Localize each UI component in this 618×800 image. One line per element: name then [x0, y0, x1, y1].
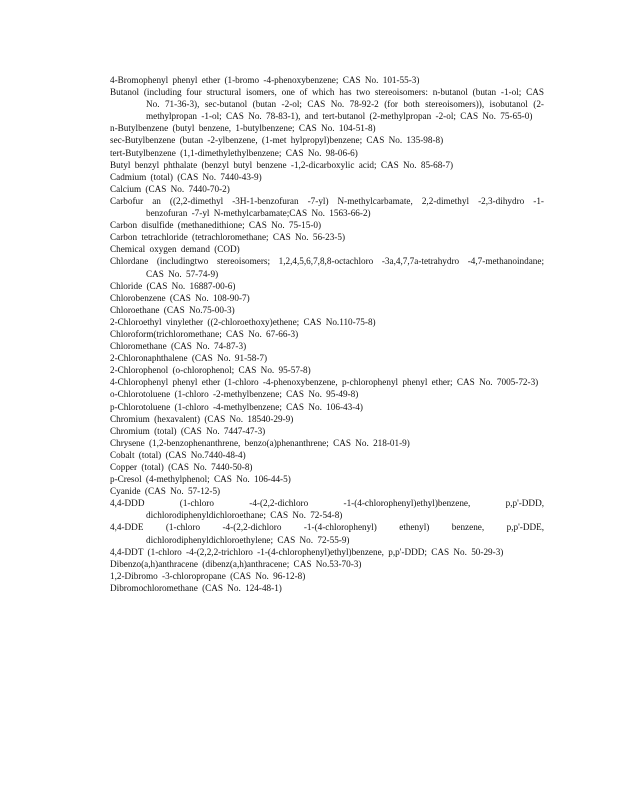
list-entry: Copper (total) (CAS No. 7440-50-8) [110, 462, 253, 472]
list-entry: Chloride (CAS No. 16887-00-6) [110, 280, 236, 291]
list-entry: Carbofur an ((2,2-dimethyl -3H-1-benzofuran -7-yl) N-methylcarbamate, 2,2-dimethyl -2,3-dihydro -1-benzofuran -7-yl N-methylcarbamate;CAS No. 1563-66-2) [110, 195, 544, 219]
list-entry: Chlorobenzene (CAS No. 108-90-7) [110, 292, 250, 303]
list-entry: 4-Chlorophenyl phenyl ether (1-chloro -4-phenoxybenzene, p-chlorophenyl phenyl ether; CAS No. 7005-72-3) [110, 377, 539, 388]
list-entry: Chloromethane (CAS No. 74-87-3) [110, 341, 247, 352]
list-entry: Cobalt (total) (CAS No.7440-48-4) [110, 449, 246, 460]
list-entry: Carbon tetrachloride (tetrachloromethane; CAS No. 56-23-5) [110, 232, 346, 243]
list-entry: Chloroethane (CAS No.75-00-3) [110, 304, 235, 315]
list-entry: sec-Butylbenzene (butan -2-ylbenzene, (1-met hylpropyl)benzene; CAS No. 135-98-8) [110, 135, 444, 146]
list-entry: 2-Chloroethyl vinylether ((2-chloroethoxy)ethene; CAS No.110-75-8) [110, 316, 376, 327]
list-entry: Chromium (total) (CAS No. 7447-47-3) [110, 425, 266, 436]
list-entry: tert-Butylbenzene (1,1-dimethylethylbenzene; CAS No. 98-06-6) [110, 147, 358, 158]
list-entry: n-Butylbenzene (butyl benzene, 1-butylbenzene; CAS No. 104-51-8) [110, 123, 376, 134]
chemical-list [110, 74, 544, 594]
list-entry: p-Chlorotoluene (1-chloro -4-methylbenzene; CAS No. 106-43-4) [110, 401, 363, 412]
list-entry: Dibromochloromethane (CAS No. 124-48-1) [110, 582, 282, 593]
list-entry: 4,4-DDT (1-chloro -4-(2,2,2-trichloro -1-(4-chlorophenyl)ethyl)benzene, p,p'-DDD; CAS No. 50-29-3) [110, 546, 504, 557]
list-entry: Butanol (including four structural isomers, one of which has two stereoisomers: n-butanol (butan -1-ol; CAS No. 71-36-3), sec-butanol (butan -2-ol; CAS No. 78-92-2 (for both stereoisomers)), isobutanol (2-methylpropan -1-ol; CAS No. 78-83-1), and tert-butanol (2-methylpropan -2-ol; CAS No. 75-65-0) [110, 87, 544, 122]
list-entry: 2-Chlorophenol (o-chlorophenol; CAS No. 95-57-8) [110, 365, 311, 376]
list-entry: Carbon disulfide (methanedithione; CAS No. 75-15-0) [110, 220, 322, 231]
list-entry: Dibenzo(a,h)anthracene (dibenz(a,h)anthracene; CAS No.53-70-3) [110, 558, 362, 569]
list-entry: 4,4-DDE (1-chloro -4-(2,2-dichloro -1-(4-chlorophenyl) ethenyl) benzene, p,p'-DDE, dichlorodiphenyldichloroethylene; CAS No. 72-55-9) [110, 522, 544, 545]
list-entry: 4-Bromophenyl phenyl ether (1-bromo -4-phenoxybenzene; CAS No. 101-55-3) [110, 75, 420, 85]
list-entry: 4,4-DDD (1-chloro -4-(2,2-dichloro -1-(4-chlorophenyl)ethyl)benzene, p,p'-DDD, dichlorodiphenyldichloroethane; CAS No. 72-54-8) [110, 498, 544, 521]
list-entry: Cadmium (total) (CAS No. 7440-43-9) [110, 171, 262, 182]
list-entry: o-Chlorotoluene (1-chloro -2-methylbenzene; CAS No. 95-49-8) [110, 389, 359, 400]
list-entry: 2-Chloronaphthalene (CAS No. 91-58-7) [110, 353, 268, 364]
list-entry: Chlordane (includingtwo stereoisomers; 1,2,4,5,6,7,8,8-octachloro -3a,4,7,7a-tetrahydro -4,7-methanoindane; CAS No. 57-74-9) [110, 256, 544, 279]
list-entry: Chrysene (1,2-benzophenanthrene, benzo(a)phenanthrene; CAS No. 218-01-9) [110, 437, 410, 448]
list-entry: Chromium (hexavalent) (CAS No. 18540-29-9) [110, 413, 294, 424]
list-entry: Chloroform(trichloromethane; CAS No. 67-66-3) [110, 328, 299, 339]
list-entry: Cyanide (CAS No. 57-12-5) [110, 486, 221, 497]
list-entry: p-Cresol (4-methylphenol; CAS No. 106-44-5) [110, 474, 291, 485]
list-entry: Butyl benzyl phthalate (benzyl butyl benzene -1,2-dicarboxylic acid; CAS No. 85-68-7) [110, 159, 454, 170]
list-entry: Calcium (CAS No. 7440-70-2) [110, 183, 230, 194]
list-entry: Chemical oxygen demand (COD) [110, 244, 240, 255]
list-entry: 1,2-Dibromo -3-chloropropane (CAS No. 96-12-8) [110, 570, 306, 581]
